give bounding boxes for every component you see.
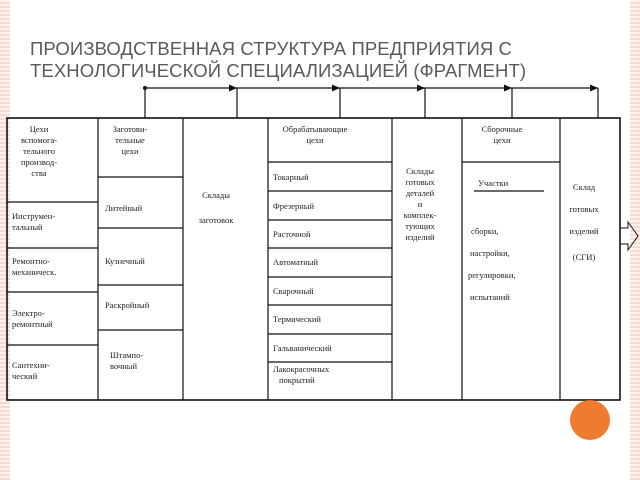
production-structure-diagram bbox=[0, 80, 640, 410]
output-arrow bbox=[620, 222, 638, 250]
col6-header: Сборочные цехи bbox=[481, 124, 523, 145]
col3-text: Склады заготовок bbox=[198, 190, 234, 225]
col2-item: Кузнечный bbox=[105, 256, 145, 266]
col4-item: Токарный bbox=[273, 172, 309, 182]
col1-item: Инструмен- тальный bbox=[12, 211, 56, 232]
col6-items: сборки, настройки, регулировки, испытаний bbox=[468, 226, 516, 302]
col4-item: Автоматный bbox=[273, 257, 319, 267]
title-line-2: ТЕХНОЛОГИЧЕСКОЙ СПЕЦИАЛИЗАЦИЕЙ (ФРАГМЕНТ) bbox=[30, 60, 527, 81]
col1-item: Электро- ремонтный bbox=[12, 308, 53, 329]
col4-item: Сварочный bbox=[273, 286, 314, 296]
title-line-1: ПРОИЗВОДСТВЕННАЯ СТРУКТУРА ПРЕДПРИЯТИЯ С bbox=[30, 38, 513, 59]
col5-text: Склады готовых деталей и комплек- тующих изделий bbox=[403, 166, 437, 242]
col4-item: Термический bbox=[273, 314, 321, 324]
col7-text: Склад готовых изделий (СГИ) bbox=[569, 182, 599, 262]
col4-item: Расточной bbox=[273, 229, 311, 239]
col1-item: Сантехни- ческий bbox=[12, 360, 50, 381]
col2-header: Заготови- тельные цехи bbox=[112, 124, 148, 156]
col2-item: Раскройный bbox=[105, 300, 150, 310]
col4-item: Фрезерный bbox=[273, 201, 315, 211]
col4-item: Гальванический bbox=[273, 343, 332, 353]
page-title bbox=[30, 38, 620, 82]
decorative-orange-circle bbox=[570, 400, 610, 440]
col4-item: Лакокрасочных покрытий bbox=[273, 364, 330, 385]
col2-item: Литейный bbox=[105, 203, 143, 213]
col1-item: Ремонтно- механическ. bbox=[12, 256, 57, 277]
col2-item: Штампо- вочный bbox=[110, 350, 144, 371]
col6-sub: Участки bbox=[478, 178, 509, 188]
col4-header: Обрабатывающие цехи bbox=[282, 124, 348, 145]
col1-header: Цехи вспомога- тельного производ- ства bbox=[20, 124, 58, 178]
